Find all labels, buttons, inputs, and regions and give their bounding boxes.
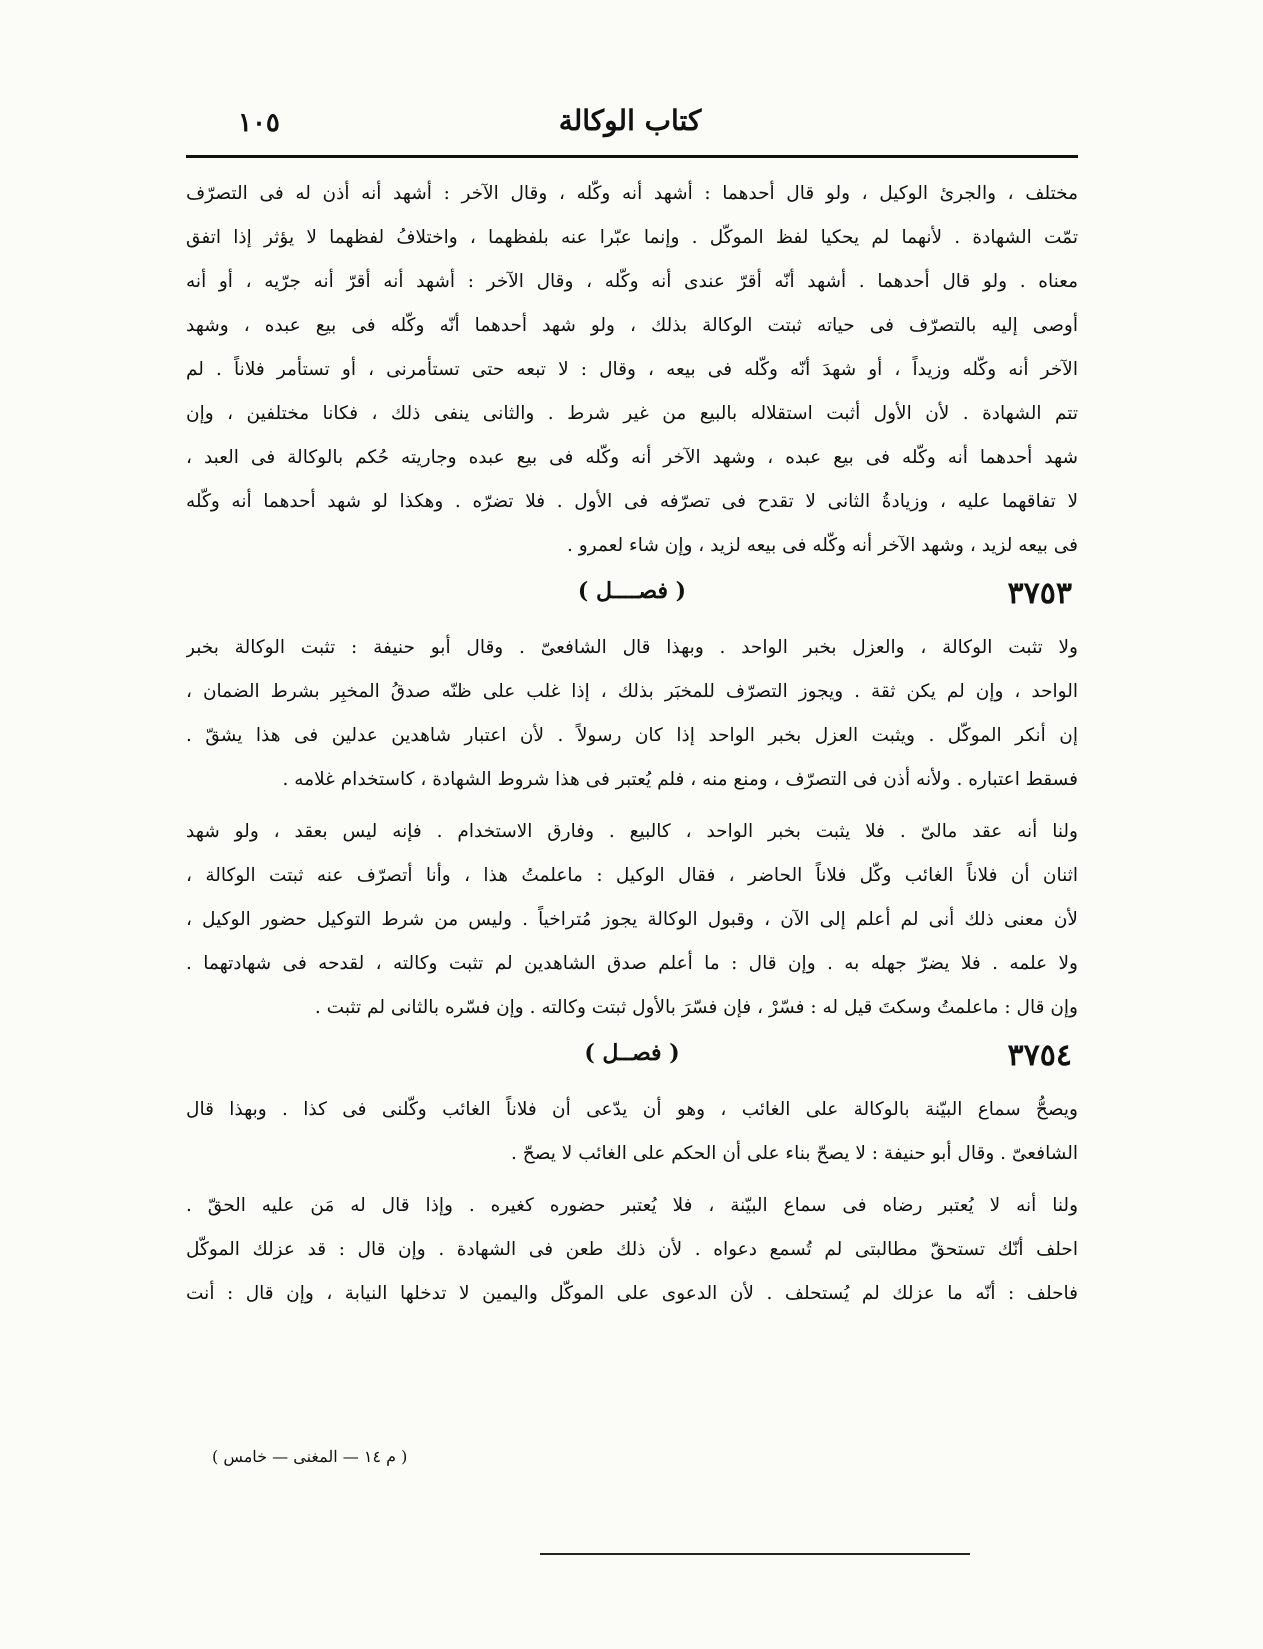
- section-3754-paragraph-1: [186, 1088, 1078, 1176]
- text-line: لأن معنى ذلك أنى لم أعلم إلى الآن ، وقبول الوكالة يجوز مُتراخياً . وليس من شرط التوكيل حضور الوكيل ،: [186, 909, 1078, 930]
- text-line: تمّت الشهادة . لأنهما لم يحكيا لفظ الموكّل . وإنما عبّرا عنه بلفظهما ، واختلافُ لفظهما لا يؤثر إذا اتفق: [186, 227, 1078, 248]
- section-3753-paragraph-1: [186, 626, 1078, 802]
- running-title: كتاب الوكالة: [558, 104, 702, 137]
- text-line: أوصى إليه بالتصرّف فى حياته ثبتت الوكالة بذلك ، ولو شهد أحدهما أنّه وكّله فى بيع عبده ، وشهد: [186, 315, 1078, 336]
- text-line: شهد أحدهما أنه وكّله فى بيع عبده ، وشهد الآخر أنه وكّله فى بيع عبده وجاريته حُكم بالوكالة فى العبد ،: [186, 447, 1078, 468]
- text-line: ويصحُّ سماع البيّنة بالوكالة على الغائب ، وهو أن يدّعى أن فلاناً الغائب وكّلنى فى كذا . وبهذا قال: [186, 1099, 1078, 1120]
- signature-mark: ( م ١٤ — المغنى — خامس ): [212, 1447, 408, 1466]
- page-body: [186, 172, 1078, 1316]
- text-line: الشافعىّ . وقال أبو حنيفة : لا يصحّ بناء على أن الحكم على الغائب لا يصحّ .: [511, 1143, 1078, 1164]
- footer-rule: [540, 1553, 970, 1555]
- text-line: الآخر أنه وكّله وزيداً ، أو شهدَ أنّه وكّله فى بيعه ، وقال : لا تبعه حتى تستأمرنى ، أو تستأمر فلاناً . لم: [186, 359, 1078, 380]
- section-number: ٣٧٥٤: [1007, 1038, 1072, 1073]
- section-heading-3754: [186, 1030, 1078, 1088]
- text-line: ولا تثبت الوكالة ، والعزل بخبر الواحد . وبهذا قال الشافعىّ . وقال أبو حنيفة : تثبت الوكالة بخبر: [186, 637, 1078, 658]
- section-3753-paragraph-2: [186, 810, 1078, 1030]
- text-line: اثنان أن فلاناً الغائب وكّل فلاناً الحاضر ، فقال الوكيل : ماعلمتُ هذا ، وأنا أتصرّف عنه ثبتت الوكالة ،: [186, 865, 1078, 886]
- header-rule: [186, 155, 1078, 158]
- text-line: مختلف ، والجرئ الوكيل ، ولو قال أحدهما : أشهد أنه وكّله ، وقال الآخر : أشهد أنه أذن له فى التصرّف: [186, 183, 1078, 204]
- section-3754-paragraph-2: [186, 1184, 1078, 1316]
- section-number: ٣٧٥٣: [1007, 576, 1072, 611]
- text-line: ولنا أنه عقد مالىّ . فلا يثبت بخبر الواحد ، كالبيع . وفارق الاستخدام . فإنه ليس بعقد ، ولو شهد: [186, 821, 1078, 842]
- text-line: إن أنكر الموكّل . ويثبت العزل بخبر الواحد إذا كان رسولاً . لأن اعتبار شاهدين عدلين فى هذا يشقّ .: [186, 725, 1078, 746]
- text-line: تتم الشهادة . لأن الأول أثبت استقلاله بالبيع من غير شرط . والثانى ينفى ذلك ، فكانا مختلفين ، وإن: [186, 403, 1078, 424]
- text-line: الواحد ، وإن لم يكن ثقة . ويجوز التصرّف للمخبَر بذلك ، إذا غلب على ظنّه صدقُ المخبِر بشرط الضمان ،: [186, 681, 1078, 702]
- text-line: فاحلف : أنّه ما عزلك لم يُستحلف . لأن الدعوى على الموكّل واليمين لا تدخلها النيابة ، وإن قال : أنت: [186, 1283, 1078, 1304]
- page-number: ١٠٥: [238, 108, 280, 138]
- paragraph-1: [186, 172, 1078, 568]
- text-line: لا تفاقهما عليه ، وزيادةُ الثانى لا تقدح فى تصرّفه فى الأول . فلا تضرّه . وهكذا لو شهد أحدهما أنه وكّله: [186, 491, 1078, 512]
- text-line: ولا علمه . فلا يضرّ جهله به . وإن قال : ما أعلم صدق الشاهدين لم تثبت وكالته ، لقدحه فى شهادتهما .: [186, 953, 1078, 974]
- text-line: ولنا أنه لا يُعتبر رضاه فى سماع البيّنة ، فلا يُعتبر حضوره كغيره . وإذا قال له مَن عليه الحقّ .: [186, 1195, 1078, 1216]
- section-title: ( فصــل ): [584, 1040, 680, 1066]
- section-heading-3753: [186, 568, 1078, 626]
- text-line: احلف أنّك تستحقّ مطالبتى لم تُسمع دعواه . لأن ذلك طعن فى الشهادة . وإن قال : قد عزلك الموكّل: [186, 1239, 1078, 1260]
- text-line: فى بيعه لزيد ، وشهد الآخر أنه وكّله فى بيعه لزيد ، وإن شاء لعمرو .: [566, 535, 1078, 556]
- text-line: فسقط اعتباره . ولأنه أذن فى التصرّف ، ومنع منه ، فلم يُعتبر فى هذا شروط الشهادة ، كاستخدام غلامه .: [282, 769, 1078, 790]
- text-line: وإن قال : ماعلمتُ وسكتَ قيل له : فسّرْ ، فإن فسّرَ بالأول ثبتت وكالته . وإن فسّره بالثانى لم تثبت .: [314, 997, 1078, 1018]
- text-line: معناه . ولو قال أحدهما . أشهد أنّه أقرّ عندى أنه وكّله ، وقال الآخر : أشهد أنه أقرّ أنه جرّيه ، أو أنه: [186, 271, 1078, 292]
- page-header: [186, 92, 1074, 152]
- section-title: ( فصــــل ): [577, 578, 687, 604]
